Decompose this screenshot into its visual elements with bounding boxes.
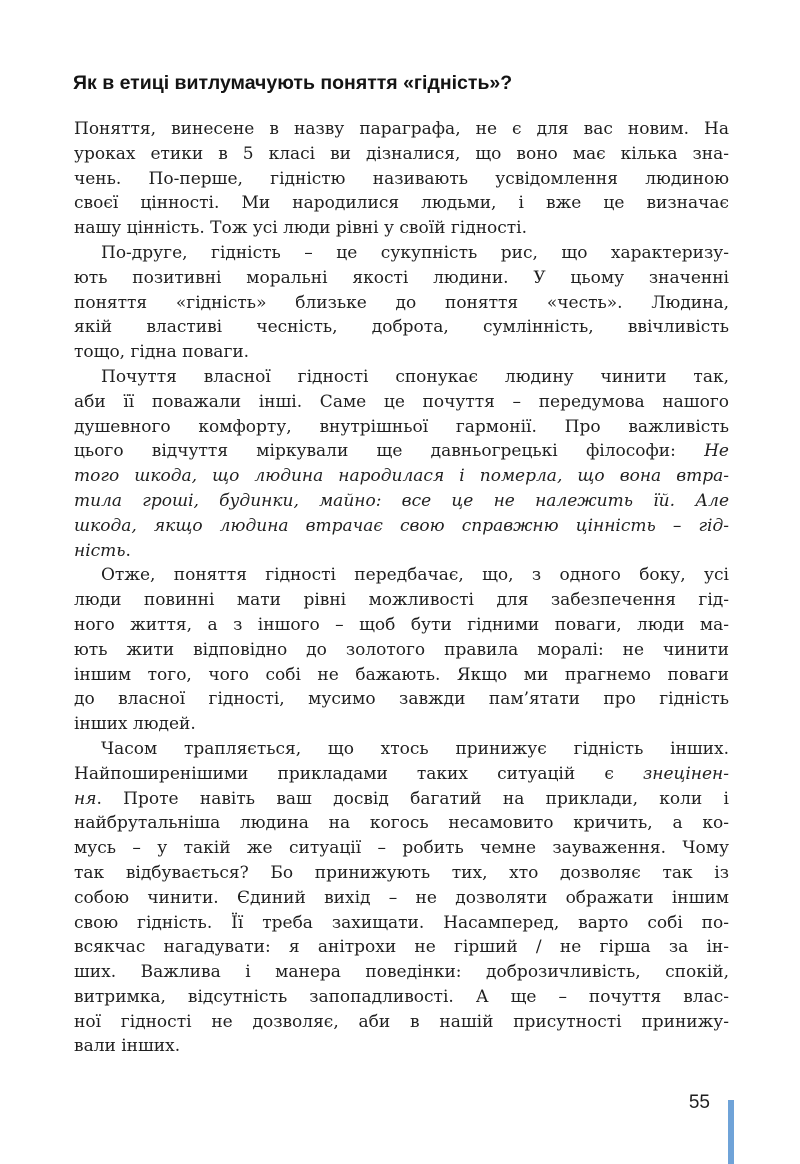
line-italic-text: ність <box>74 540 126 561</box>
body-text <box>74 117 729 1059</box>
section-heading: Як в етиці витлумачують поняття «гідність»? <box>73 72 513 94</box>
line-text: цього відчуття міркували ще давньогрецькі філософи: <box>74 441 705 462</box>
line-text: По-друге, гідність – це сукупність рис, що характеризу- <box>101 242 729 263</box>
line-text: своєї цінності. Ми народилися людьми, і вже це визначає <box>74 193 729 214</box>
text-line <box>74 960 729 985</box>
line-text: до власної гідності, мусимо завжди пам’ятати про гідність <box>74 689 729 710</box>
line-text: ють позитивні моральні якості людини. У цьому значенні <box>74 267 729 288</box>
line-text: мусь – у такій же ситуації – робить чемне зауваження. Чому <box>74 838 729 859</box>
text-line <box>74 464 729 489</box>
text-line <box>74 985 729 1010</box>
text-line <box>74 638 729 663</box>
line-italic-text: ня <box>74 788 97 809</box>
line-text: ної гідності не дозволяє, аби в нашій присутності принижу- <box>74 1011 729 1032</box>
line-text: інших людей. <box>74 714 196 735</box>
text-line <box>74 291 729 316</box>
text-line <box>74 390 729 415</box>
text-line <box>74 266 729 291</box>
text-line <box>74 1034 729 1059</box>
line-italic-text: того шкода, що людина народилася і померла, що вона втра- <box>74 466 729 487</box>
line-text: свою гідність. Її треба захищати. Насамперед, варто собі по- <box>74 912 729 933</box>
text-line <box>74 142 729 167</box>
line-text: чень. По-перше, гідністю називають усвідомлення людиною <box>74 168 729 189</box>
text-line <box>74 935 729 960</box>
page-accent-bar <box>728 1100 734 1164</box>
text-line <box>74 811 729 836</box>
text-line <box>74 340 729 365</box>
line-italic-text: шкода, якщо людина втрачає свою справжню цінність – гід- <box>74 515 729 536</box>
line-text: найбрутальніша людина на когось несамовито кричить, а ко- <box>74 813 729 834</box>
line-text: люди повинні мати рівні можливості для забезпечення гід- <box>74 590 729 611</box>
line-text: так відбувається? Бо принижують тих, хто дозволяє так із <box>74 862 729 883</box>
text-line <box>74 315 729 340</box>
line-text: . <box>125 540 131 561</box>
text-line <box>74 415 729 440</box>
text-line <box>74 539 729 564</box>
line-italic-text: Не <box>704 441 729 462</box>
line-text: ють жити відповідно до золотого правила моралі: не чинити <box>74 639 729 660</box>
line-text: поняття «гідність» близьке до поняття «честь». Людина, <box>74 292 729 313</box>
line-text: собою чинити. Єдиний вихід – не дозволяти ображати іншим <box>74 887 729 908</box>
text-line <box>74 588 729 613</box>
text-line <box>74 167 729 192</box>
text-line <box>74 911 729 936</box>
line-text: всякчас нагадувати: я анітрохи не гірший / не гірша за ін- <box>74 937 729 958</box>
line-text: витримка, відсутність запопадливості. А ще – почуття влас- <box>74 986 729 1007</box>
line-text: нашу цінність. Тож усі люди рівні у своїй гідності. <box>74 218 528 239</box>
text-line <box>74 663 729 688</box>
line-text: якій властиві чесність, доброта, сумлінність, ввічливість <box>74 317 729 338</box>
line-text: Найпоширенішими прикладами таких ситуацій є <box>74 763 643 784</box>
text-line <box>74 836 729 861</box>
line-text: Поняття, винесене в назву параграфа, не є для вас новим. На <box>74 119 729 139</box>
line-italic-text: тила гроші, будинки, майно: все це не належить їй. Але <box>74 490 729 511</box>
text-line <box>74 439 729 464</box>
text-line <box>74 762 729 787</box>
line-text: уроках етики в 5 класі ви дізналися, що воно має кілька зна- <box>74 143 729 164</box>
line-text: тощо, гідна поваги. <box>74 342 250 363</box>
text-line <box>74 241 729 266</box>
text-line <box>74 861 729 886</box>
line-text: Отже, поняття гідності передбачає, що, з одного боку, усі <box>101 565 729 586</box>
line-text: Почуття власної гідності спонукає людину чинити так, <box>101 366 729 387</box>
line-italic-text: знецінен- <box>642 763 729 784</box>
line-text: ших. Важлива і манера поведінки: доброзичливість, спокій, <box>74 962 729 983</box>
text-line <box>74 1010 729 1035</box>
text-line <box>74 216 729 241</box>
text-line <box>74 489 729 514</box>
line-text: ного життя, а з іншого – щоб бути гідними поваги, люди ма- <box>74 614 729 635</box>
line-text: Часом трапляється, що хтось принижує гідність інших. <box>101 738 729 759</box>
text-line <box>74 563 729 588</box>
line-text: душевного комфорту, внутрішньої гармонії. Про важливість <box>74 416 729 437</box>
line-text: вали інших. <box>74 1036 181 1057</box>
line-text: . Проте навіть ваш досвід багатий на приклади, коли і <box>96 788 729 809</box>
text-line <box>74 712 729 737</box>
text-line <box>74 117 729 142</box>
text-line <box>74 514 729 539</box>
line-text: аби її поважали інші. Саме це почуття – передумова нашого <box>74 391 729 412</box>
text-line <box>74 687 729 712</box>
text-line <box>74 787 729 812</box>
text-line <box>74 737 729 762</box>
text-line <box>74 365 729 390</box>
text-line <box>74 886 729 911</box>
line-text: іншим того, чого собі не бажають. Якщо ми прагнемо поваги <box>74 664 729 685</box>
text-line <box>74 191 729 216</box>
page-number: 55 <box>688 1092 710 1113</box>
text-line <box>74 613 729 638</box>
